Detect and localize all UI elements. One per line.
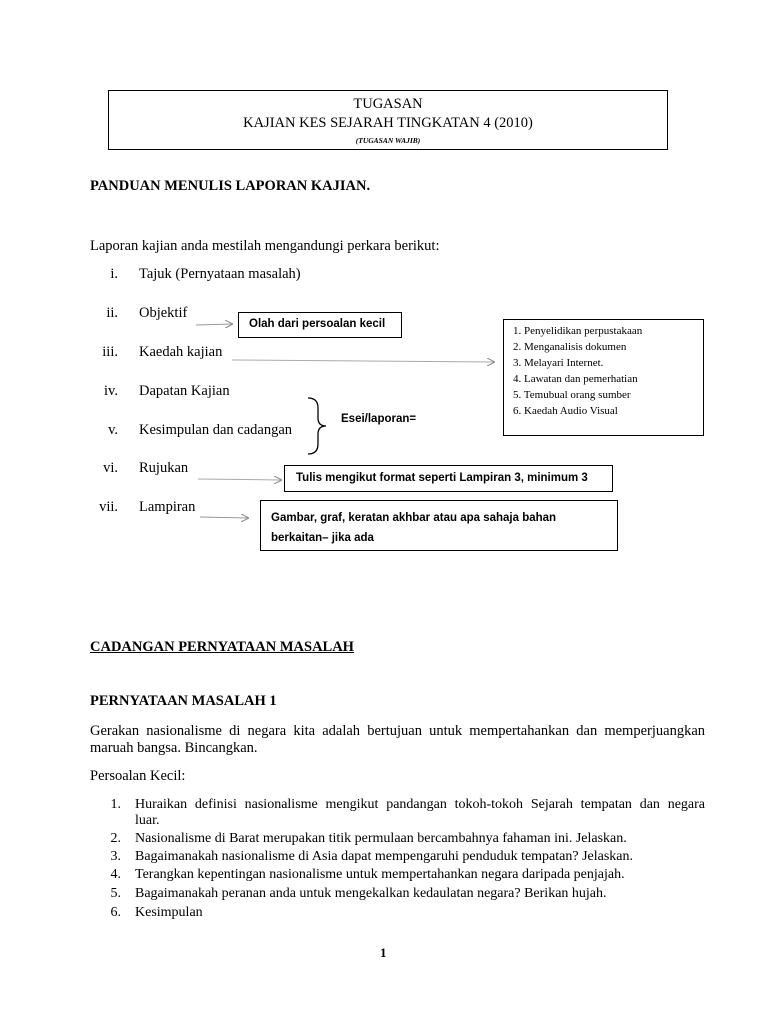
references-note-box	[284, 465, 613, 492]
list-item-number: vii.	[99, 499, 118, 515]
method-line: 6. Kaedah Audio Visual	[513, 405, 618, 417]
essay-label: Esei/laporan=	[341, 413, 417, 425]
list-item-conclusion: Kesimpulan dan cadangan	[139, 422, 293, 438]
list-item-number: v.	[108, 422, 118, 438]
list-item-number: i.	[110, 266, 118, 282]
question-text: Terangkan kepentingan nasionalisme untuk mempertahankan negara daripada penjajah.	[135, 867, 625, 882]
objective-note-box	[238, 312, 402, 338]
question-text-continued: luar.	[135, 813, 160, 828]
header-line-2: KAJIAN KES SEJARAH TINGKATAN 4 (2010)	[243, 115, 533, 131]
question-text: Kesimpulan	[135, 905, 203, 920]
method-line: 4. Lawatan dan pemerhatian	[513, 373, 638, 385]
objective-note-text: Olah dari persoalan kecil	[249, 318, 386, 330]
brace-icon	[308, 398, 326, 454]
method-arrow	[232, 360, 494, 362]
appendix-arrow	[200, 517, 248, 518]
list-item-title: Tajuk (Pernyataan masalah)	[139, 266, 301, 282]
question-text: Bagaimanakah nasionalisme di Asia dapat mempengaruhi penduduk tempatan? Jelaskan.	[135, 849, 634, 864]
method-line: 5. Temubual orang sumber	[513, 389, 631, 401]
list-item-number: ii.	[106, 305, 118, 321]
question-number: 3.	[110, 849, 121, 864]
objective-arrow	[196, 324, 232, 325]
question-number: 5.	[110, 886, 121, 901]
question-text: Bagaimanakah peranan anda untuk mengekalkan kedaulatan negara? Berikan hujah.	[135, 886, 607, 901]
list-item-method: Kaedah kajian	[139, 344, 223, 360]
question-text: Nasionalisme di Barat merupakan titik permulaan bercambahnya fahaman ini. Jelaskan.	[135, 831, 627, 846]
question-number: 4.	[110, 867, 121, 882]
subquestions-label: Persoalan Kecil:	[90, 768, 186, 784]
references-note-text: Tulis mengikut format seperti Lampiran 3, minimum 3	[296, 472, 588, 484]
list-item-number: vi.	[103, 460, 118, 476]
suggestion-title: CADANGAN PERNYATAAN MASALAH	[90, 639, 354, 655]
header-line-1: TUGASAN	[353, 96, 423, 112]
problem-title: PERNYATAAN MASALAH 1	[90, 693, 277, 709]
method-line: 1. Penyelidikan perpustakaan	[513, 325, 643, 337]
problem-statement-line-1: Gerakan nasionalisme di negara kita adalah bertujuan untuk mempertahankan dan memperjuangkan	[90, 723, 705, 739]
list-item-number: iii.	[102, 344, 118, 360]
list-item-number: iv.	[104, 383, 118, 399]
guide-title: PANDUAN MENULIS LAPORAN KAJIAN.	[90, 178, 371, 194]
method-line: 2. Menganalisis dokumen	[513, 341, 627, 353]
header-line-3: (TUGASAN WAJIB)	[355, 136, 421, 145]
page-number: 1	[380, 945, 387, 960]
appendix-note-box	[260, 500, 618, 551]
references-arrow	[198, 479, 281, 480]
question-number: 6.	[110, 905, 121, 920]
question-number: 1.	[110, 797, 121, 812]
problem-statement-line-2: maruah bangsa. Bincangkan.	[90, 740, 258, 756]
question-text: Huraikan definisi nasionalisme mengikut pandangan tokoh-tokoh Sejarah tempatan dan negara	[135, 797, 705, 812]
list-item-objective: Objektif	[139, 305, 188, 321]
method-line: 3. Melayari Internet.	[513, 357, 604, 369]
appendix-note-line: berkaitan– jika ada	[271, 532, 374, 544]
appendix-note-line: Gambar, graf, keratan akhbar atau apa sahaja bahan	[271, 512, 557, 524]
guide-intro: Laporan kajian anda mestilah mengandungi perkara berikut:	[90, 238, 440, 254]
question-number: 2.	[110, 831, 121, 846]
method-note-box	[503, 319, 704, 436]
list-item-appendix: Lampiran	[139, 499, 196, 515]
list-item-references: Rujukan	[139, 460, 189, 476]
list-item-findings: Dapatan Kajian	[139, 383, 230, 399]
